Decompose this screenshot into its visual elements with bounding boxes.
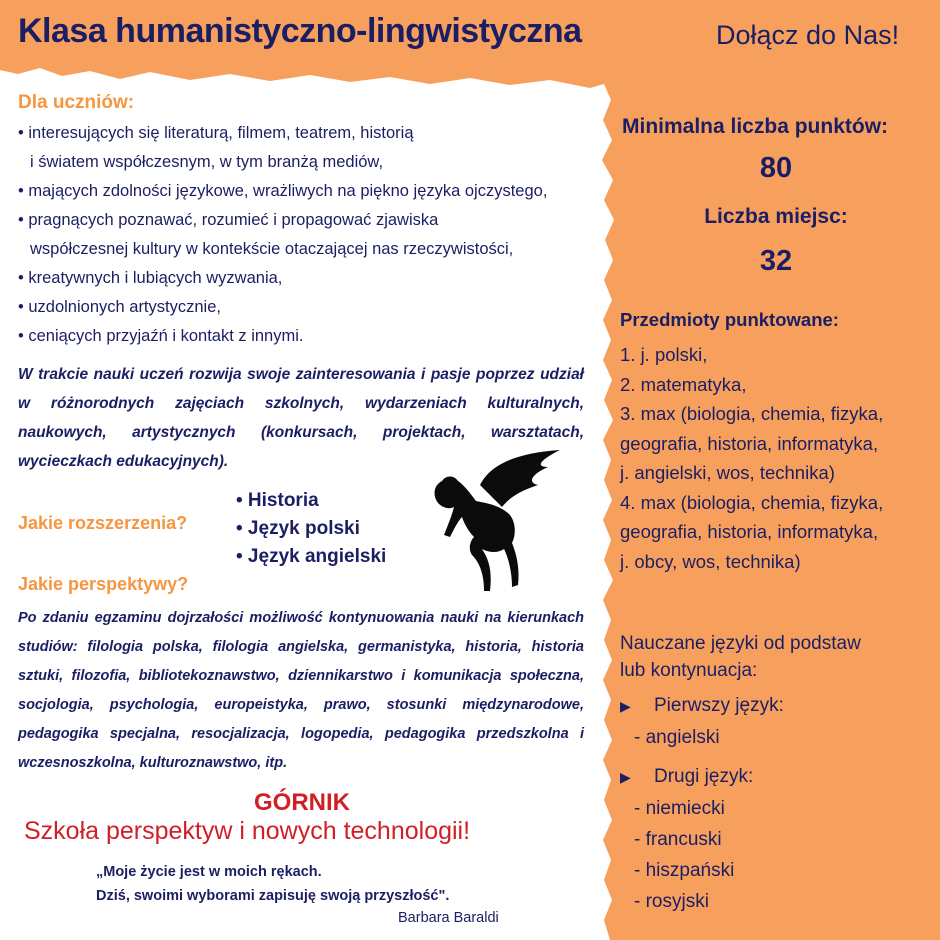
seats-label: Liczba miejsc:: [704, 205, 848, 228]
list-item: geografia, historia, informatyka,: [620, 521, 879, 542]
list-item: • Historia: [236, 490, 319, 511]
quote-line: „Moje życie jest w moich rękach.: [96, 864, 322, 880]
student-traits-list: [18, 119, 608, 351]
pegasus-icon: [420, 445, 570, 595]
page-title: Klasa humanistyczno-lingwistyczna: [18, 12, 582, 50]
list-item: • interesujących się literaturą, filmem, teatrem, historią: [18, 124, 414, 142]
triangle-right-icon: ▶: [620, 769, 631, 785]
extensions-list: [236, 487, 386, 571]
extensions-heading: Jakie rozszerzenia?: [18, 513, 188, 533]
list-item: • ceniących przyjaźń i kontakt z innymi.: [18, 327, 304, 345]
list-item: geografia, historia, informatyka,: [620, 432, 879, 454]
quote-author: Barbara Baraldi: [398, 910, 499, 926]
perspectives-heading: Jakie perspektywy?: [18, 574, 189, 594]
languages-heading-line: lub kontynuacja:: [620, 660, 758, 681]
list-item: współczesnej kultury w kontekście otaczającej nas rzeczywistości,: [30, 240, 514, 258]
perspectives-paragraph: Po zdaniu egzaminu dojrzałości możliwość kontynuowania nauki na kierunkach studiów: filologia polska, filologia angielska, germanistyka, historia, historia sztuki, filozofia, bibliotekoznawstwo, dziennikarstwo i komunikacja społeczna, socjologia, psychologia, europeistyka, prawo, stosunki międzynarodowe, pedagogika specjalna, resocjalizacja, logopedia, pedagogika przedszkolna i wczesnoszkolna, kulturoznawstwo, itp.: [18, 610, 584, 771]
list-item: j. obcy, wos, technika): [620, 550, 801, 572]
triangle-right-icon: ▶: [620, 698, 631, 714]
list-item: • Język angielski: [236, 546, 387, 567]
min-points-label: Minimalna liczba punktów:: [622, 115, 889, 138]
list-item: - niemiecki: [634, 798, 725, 819]
languages-list: [620, 690, 784, 917]
subjects-list: [620, 340, 883, 576]
quote: [96, 860, 449, 908]
second-language-row: [620, 761, 784, 793]
join-us-text: Dołącz do Nas!: [716, 20, 900, 50]
list-item: - angielski: [634, 727, 720, 748]
list-item: 2. matematyka,: [620, 373, 747, 395]
list-item: - rosyjski: [634, 891, 709, 912]
subjects-heading: Przedmioty punktowane:: [620, 309, 839, 330]
second-language-label: Drugi język:: [654, 766, 754, 787]
list-item: - francuski: [634, 829, 722, 850]
development-paragraph: W trakcie nauki uczeń rozwija swoje zainteresowania i pasje poprzez udział w różnorodnych zajęciach szkolnych, wydarzeniach kulturalnych, naukowych, artystycznych (konkursach, projektach, warsztatach, wycieczkach edukacyjnych).: [18, 366, 584, 470]
for-students-heading: Dla uczniów:: [18, 92, 135, 113]
list-item: • uzdolnionych artystycznie,: [18, 298, 221, 316]
list-item: • pragnących poznawać, rozumieć i propagować zjawiska: [18, 211, 439, 229]
first-language-label: Pierwszy język:: [654, 695, 784, 716]
list-item: • mających zdolności językowe, wrażliwych na piękno języka ojczystego,: [18, 182, 548, 200]
languages-heading: [620, 630, 861, 684]
first-language-row: [620, 690, 784, 722]
list-item: • Język polski: [236, 518, 360, 539]
list-item: - hiszpański: [634, 860, 735, 881]
list-item: 4. max (biologia, chemia, fizyka,: [620, 491, 884, 513]
list-item: • kreatywnych i lubiących wyzwania,: [18, 269, 283, 287]
list-item: j. angielski, wos, technika): [620, 462, 835, 483]
min-points-value: 80: [759, 152, 793, 184]
list-item: 3. max (biologia, chemia, fizyka,: [620, 403, 884, 424]
list-item: i światem współczesnym, w tym branżą mediów,: [30, 153, 384, 171]
list-item: 1. j. polski,: [620, 344, 708, 365]
quote-line: Dziś, swoimi wyborami zapisuję swoją przyszłość".: [96, 888, 450, 904]
seats-value: 32: [759, 245, 793, 277]
school-name: GÓRNIK: [254, 789, 350, 816]
school-slogan: Szkoła perspektyw i nowych technologii!: [24, 817, 471, 845]
languages-heading-line: Nauczane języki od podstaw: [620, 633, 861, 654]
